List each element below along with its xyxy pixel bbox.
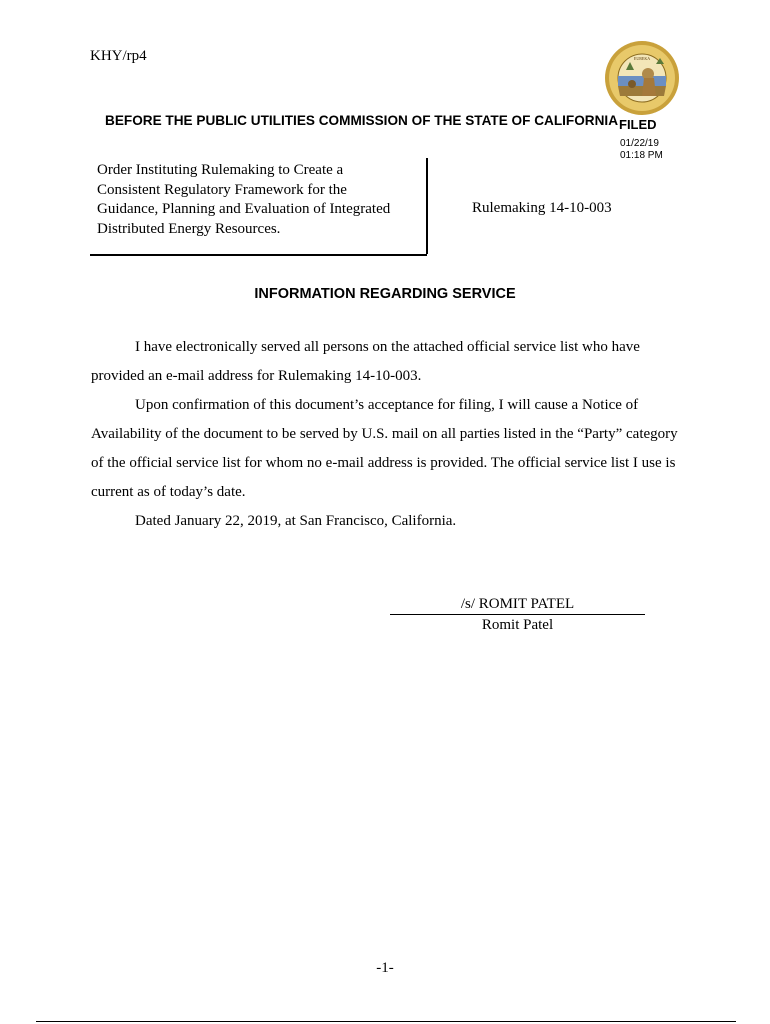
caption-line: Guidance, Planning and Evaluation of Integrated [97,201,391,217]
document-title: INFORMATION REGARDING SERVICE [254,286,516,302]
caption-line: Consistent Regulatory Framework for the [97,181,347,198]
page-number: -1- [376,960,394,976]
docket-number: Rulemaking 14-10-003 [472,200,612,216]
filed-stamp-time: 01:18 PM [620,150,663,161]
caption-horizontal-rule [90,254,427,256]
signature-line [390,614,645,615]
electronic-signature: /s/ ROMIT PATEL [460,596,575,612]
footer-rule [36,1021,736,1022]
filed-stamp-date: 01/22/19 [620,138,659,149]
body-paragraph: I have electronically served all persons on the attached official service list who have provided an e-mail address for Rulemaking 14-10-003. [91,339,640,384]
body-paragraph: Dated January 22, 2019, at San Francisco, California. [135,513,457,529]
caption-line: Order Instituting Rulemaking to Create a [97,162,344,178]
state-seal-logo [604,40,680,116]
signatory-name: Romit Patel [481,617,554,633]
case-caption [97,161,427,239]
document-body [91,333,681,536]
caption-line: Distributed Energy Resources. [97,220,281,237]
body-paragraph: Upon confirmation of this document’s acceptance for filing, I will cause a Notice of Availability of the document to be served by U.S. mail on all parties listed in the “Party” category of the official service list for whom no e-mail address is provided. The official service list I use is current as of today’s date. [91,397,678,500]
caption-vertical-rule [426,158,428,254]
filed-stamp-label: FILED [619,117,657,132]
commission-heading: BEFORE THE PUBLIC UTILITIES COMMISSION OF THE STATE OF CALIFORNIA [105,113,619,128]
document-initials: KHY/rp4 [90,48,147,64]
seal-inner-text: EUREKA [633,56,651,61]
